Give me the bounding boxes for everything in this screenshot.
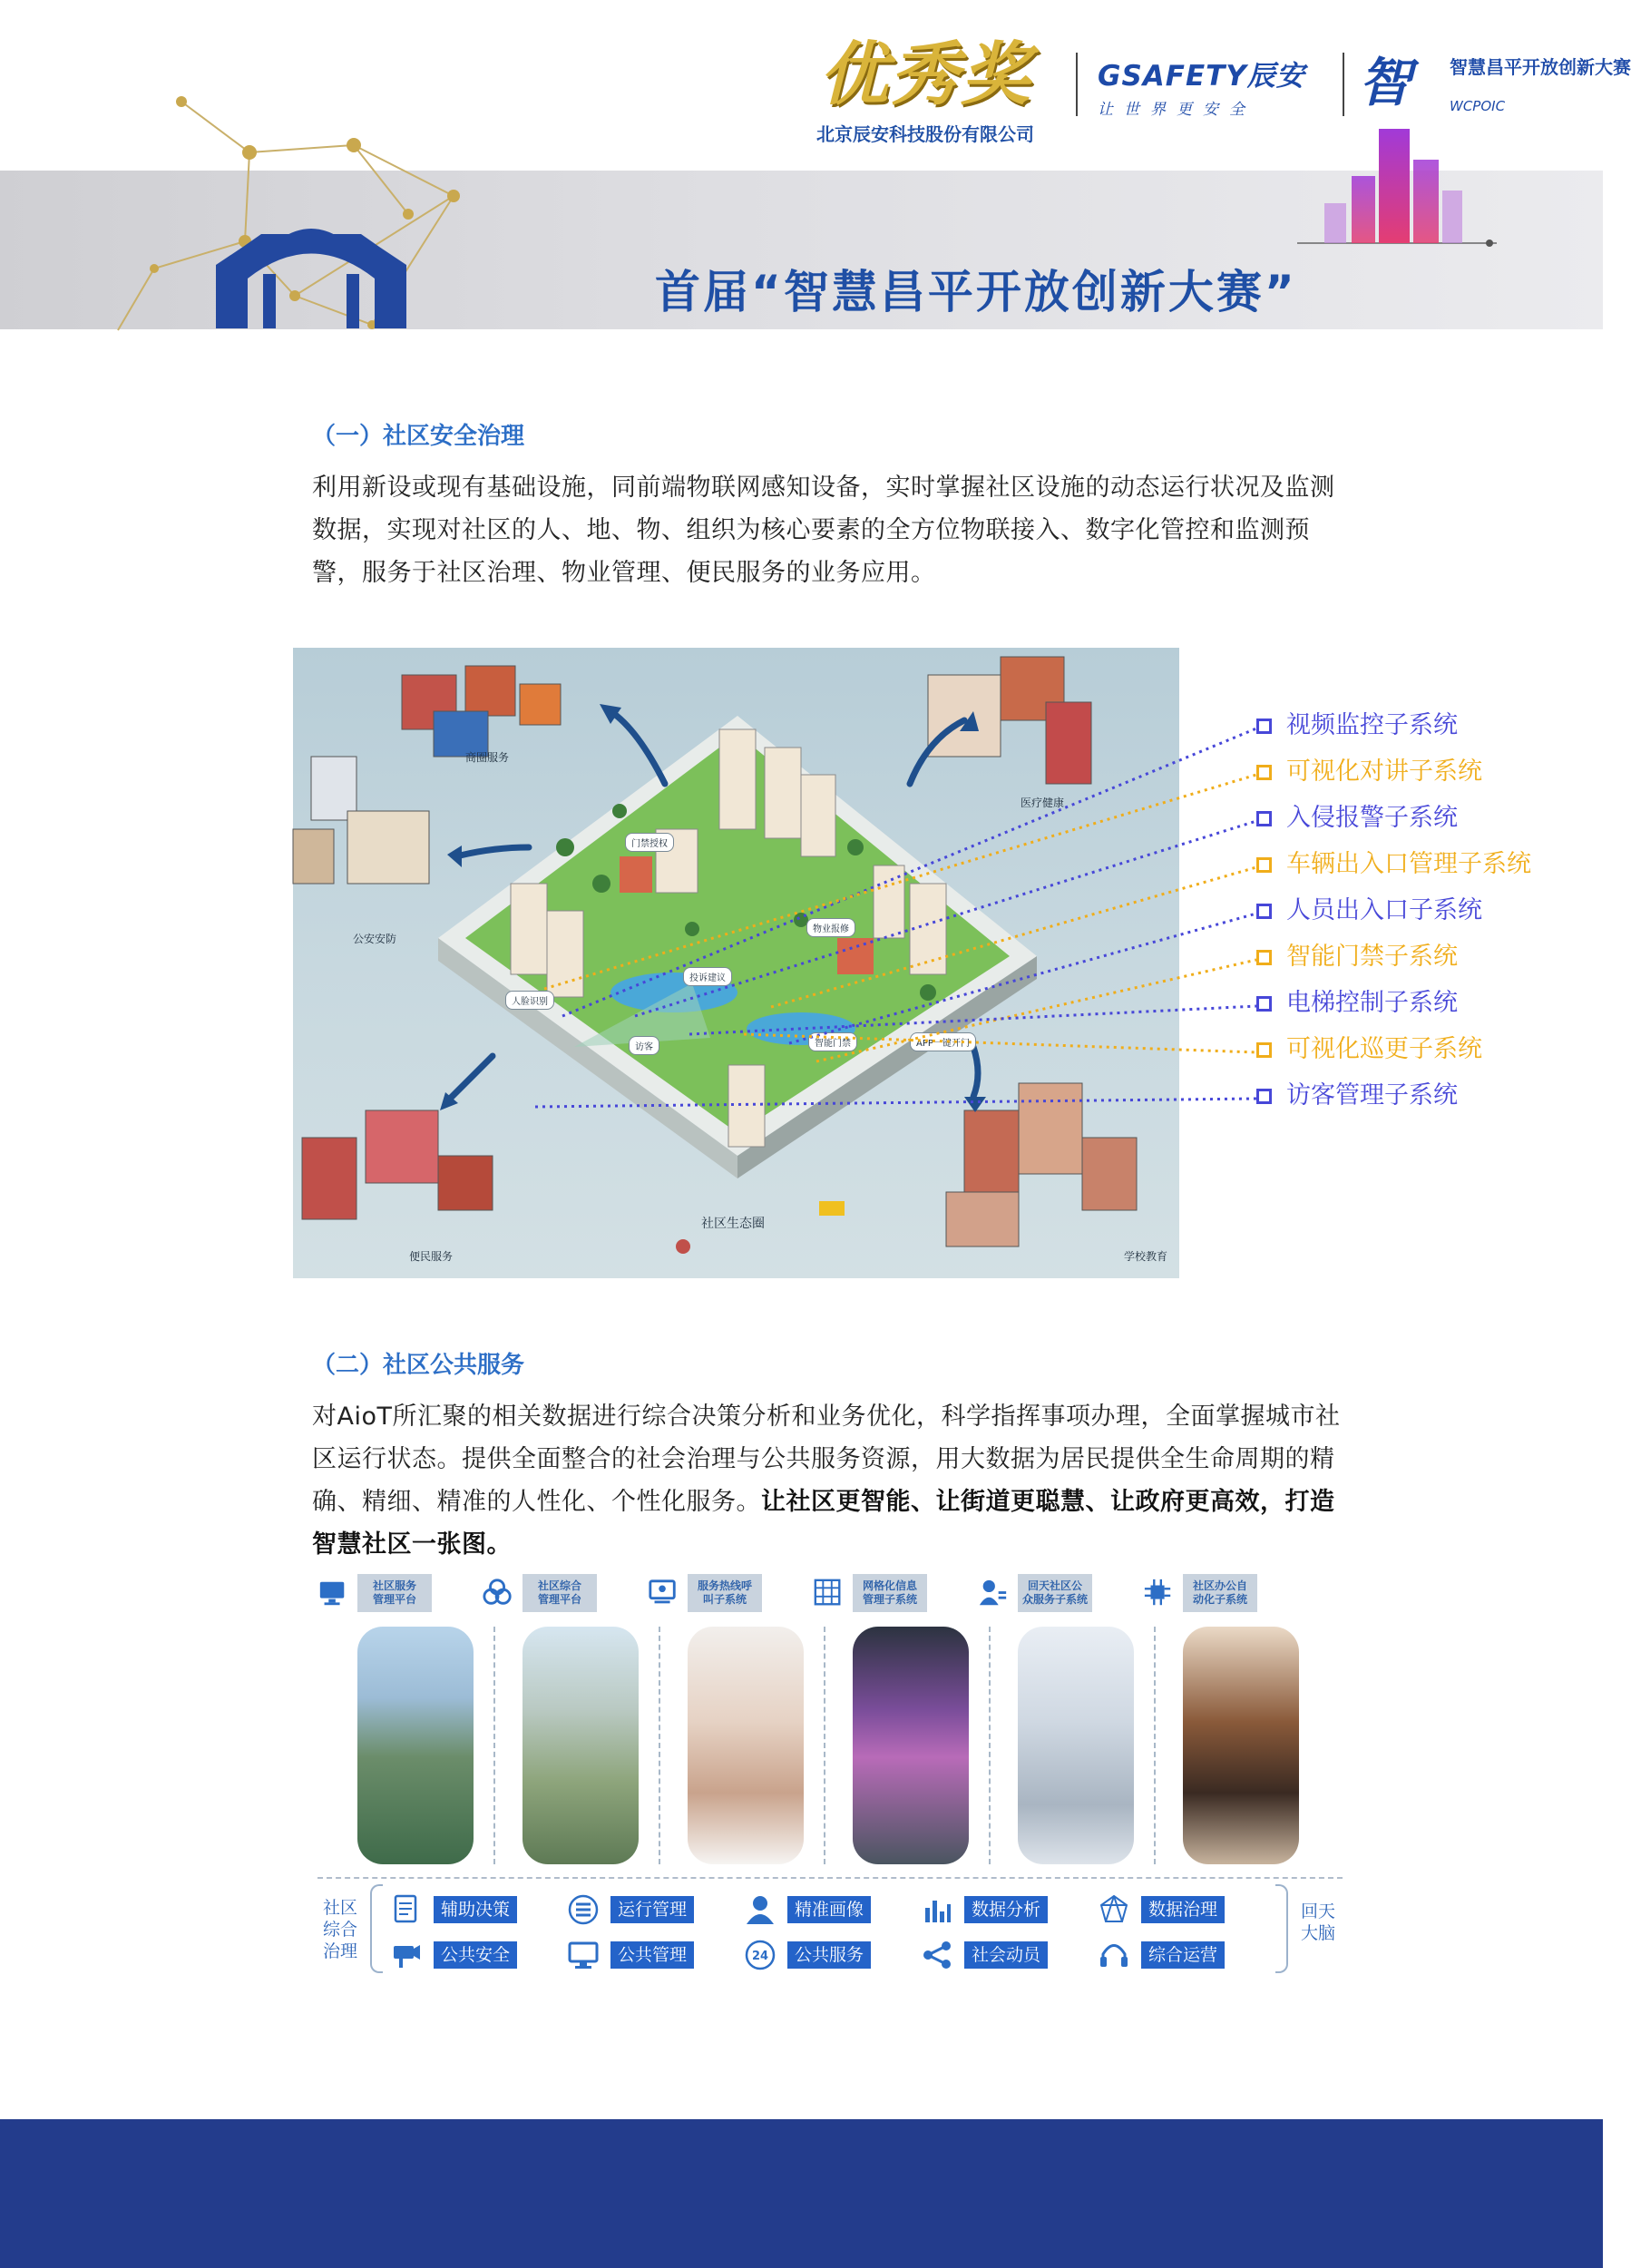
headset-screen-icon bbox=[648, 1578, 679, 1608]
subsystem-label: 车辆出入口管理子系统 bbox=[1286, 850, 1531, 878]
diagram-tag-property: 物业报修 bbox=[806, 918, 855, 937]
capability-item bbox=[744, 1941, 898, 1969]
camera-icon bbox=[390, 1939, 423, 1971]
contest-mark: 智 bbox=[1359, 52, 1412, 113]
subsystem-item bbox=[1256, 985, 1458, 1022]
capability-label: 综合运营 bbox=[1141, 1941, 1225, 1969]
service-title-line: 管理平台 bbox=[537, 1593, 581, 1606]
page-footer bbox=[0, 2119, 1603, 2268]
capability-item bbox=[567, 1941, 721, 1969]
subsystem-item bbox=[1256, 1031, 1482, 1068]
diagram-label-police: 公安安防 bbox=[353, 933, 397, 945]
square-bullet-icon bbox=[1256, 719, 1272, 734]
service-title-line: 社区服务 bbox=[372, 1579, 416, 1592]
diagram-tag-face: 人脸识别 bbox=[505, 991, 554, 1010]
service-column-title bbox=[1018, 1574, 1092, 1612]
subsystem-label: 智能门禁子系统 bbox=[1286, 943, 1458, 971]
subsystem-item bbox=[1256, 846, 1531, 883]
capability-label: 公共管理 bbox=[610, 1941, 694, 1969]
capability-label: 精准画像 bbox=[787, 1896, 871, 1923]
circles-icon bbox=[483, 1578, 513, 1608]
column-divider bbox=[659, 1627, 660, 1864]
service-title-line: 社区综合 bbox=[537, 1579, 581, 1592]
paragraph-emphasis: 让社区更智能、让街道更聪慧、让政府更高效，打造智慧社区一张图。 bbox=[312, 1488, 1335, 1559]
capability-item bbox=[390, 1896, 544, 1923]
section-paragraph-public-service bbox=[312, 1395, 1351, 1566]
people-icon bbox=[978, 1578, 1009, 1608]
subsystem-label: 访客管理子系统 bbox=[1286, 1081, 1458, 1110]
service-photo bbox=[688, 1627, 804, 1864]
subsystem-label: 人员出入口子系统 bbox=[1286, 896, 1482, 924]
capability-item bbox=[1098, 1941, 1252, 1969]
column-divider bbox=[493, 1627, 495, 1864]
desktop-icon bbox=[567, 1939, 600, 1971]
square-bullet-icon bbox=[1256, 904, 1272, 919]
service-column-title bbox=[853, 1574, 927, 1612]
subsystem-item bbox=[1256, 708, 1458, 744]
public-service-panel bbox=[317, 1574, 1343, 1978]
service-photo bbox=[1183, 1627, 1299, 1864]
capability-item bbox=[921, 1941, 1075, 1969]
subsystem-item bbox=[1256, 1078, 1458, 1114]
square-bullet-icon bbox=[1256, 950, 1272, 965]
contest-short-title: 智慧昌平开放创新大赛 bbox=[1450, 56, 1631, 78]
capability-item bbox=[1098, 1896, 1252, 1923]
service-photo bbox=[357, 1627, 474, 1864]
service-title-line: 回天社区公 bbox=[1027, 1579, 1082, 1592]
capability-label: 社会动员 bbox=[964, 1941, 1048, 1969]
capability-item bbox=[390, 1941, 544, 1969]
service-title-line: 叫子系统 bbox=[702, 1593, 747, 1606]
diagram-label-business: 商圈服务 bbox=[465, 751, 510, 764]
right-brace bbox=[1275, 1884, 1288, 1973]
service-photo bbox=[523, 1627, 639, 1864]
diagram-tag-gate: 门禁授权 bbox=[625, 833, 674, 852]
capability-label: 运行管理 bbox=[610, 1896, 694, 1923]
service-title-line: 管理子系统 bbox=[862, 1593, 917, 1606]
capability-item bbox=[567, 1896, 721, 1923]
diagram-label-medical: 医疗健康 bbox=[1021, 797, 1065, 809]
diagram-tag-complaint: 投诉建议 bbox=[683, 967, 732, 986]
chip-icon bbox=[1143, 1578, 1174, 1608]
share-icon bbox=[921, 1939, 953, 1971]
service-title-line: 众服务子系统 bbox=[1021, 1593, 1088, 1606]
service-photo bbox=[853, 1627, 969, 1864]
bar-chart-icon bbox=[921, 1893, 953, 1926]
service-photo bbox=[1018, 1627, 1134, 1864]
left-brace bbox=[370, 1884, 383, 1973]
section-paragraph-community-safety: 利用新设或现有基础设施，同前端物联网感知设备，实时掌握社区设施的动态运行状况及监测数据，实现对社区的人、地、物、组织为核心要素的全方位物联接入、数字化管控和监测预警，服务于社区治理、物业管理、便民服务的业务应用。 bbox=[312, 474, 1335, 587]
capability-label: 数据治理 bbox=[1141, 1896, 1225, 1923]
24h-icon bbox=[744, 1939, 776, 1971]
network-icon bbox=[1098, 1893, 1130, 1926]
monitor-icon bbox=[317, 1578, 348, 1608]
award-title: 优秀奖 bbox=[819, 34, 1031, 114]
column-divider bbox=[989, 1627, 991, 1864]
section-heading-community-safety: （一）社区安全治理 bbox=[312, 423, 525, 450]
subsystem-label: 可视化巡更子系统 bbox=[1286, 1035, 1482, 1063]
contest-short-sub: WCPOIC bbox=[1450, 98, 1506, 114]
square-bullet-icon bbox=[1256, 857, 1272, 873]
diagram-tag-visitor: 访客 bbox=[629, 1036, 659, 1055]
list-icon bbox=[567, 1893, 600, 1926]
gsafety-name: GSAFETY辰安 bbox=[1098, 60, 1305, 93]
service-column-title bbox=[688, 1574, 762, 1612]
subsystem-item bbox=[1256, 939, 1458, 975]
diagram-label-school: 学校教育 bbox=[1124, 1250, 1168, 1263]
capability-item bbox=[921, 1896, 1075, 1923]
diagram-tag-app: APP一键开门 bbox=[910, 1032, 976, 1051]
right-label: 回天大脑 bbox=[1300, 1901, 1335, 1943]
column-divider bbox=[1154, 1627, 1156, 1864]
capability-label: 数据分析 bbox=[964, 1896, 1048, 1923]
service-title-line: 社区办公自 bbox=[1192, 1579, 1247, 1592]
left-label: 社区综合治理 bbox=[322, 1898, 357, 1961]
panel-divider bbox=[317, 1877, 1343, 1879]
svg-text:24: 24 bbox=[751, 1950, 769, 1963]
service-title-line: 网格化信息 bbox=[862, 1579, 917, 1592]
square-bullet-icon bbox=[1256, 1042, 1272, 1058]
subsystem-item bbox=[1256, 800, 1458, 836]
service-column-title bbox=[523, 1574, 597, 1612]
paragraph-text: 对AioT所汇聚的相关数据进行综合决策分析和业务优化，科学指挥事项办理，全面掌握城市社区运行状态。提供全面整合的社会治理与公共服务资源，用大数据为居民提供全生命周期的精确、精细、精准的人性化、个性化服务。 bbox=[312, 1403, 1341, 1516]
section-heading-public-service: （二）社区公共服务 bbox=[312, 1352, 525, 1379]
diagram-label-convenience: 便民服务 bbox=[409, 1250, 454, 1263]
contest-title: 首届“智慧昌平开放创新大赛” bbox=[655, 266, 1297, 318]
square-bullet-icon bbox=[1256, 996, 1272, 1012]
square-bullet-icon bbox=[1256, 765, 1272, 780]
column-divider bbox=[824, 1627, 825, 1864]
grid-icon bbox=[813, 1578, 844, 1608]
subsystem-label: 入侵报警子系统 bbox=[1286, 804, 1458, 832]
person-icon bbox=[744, 1893, 776, 1926]
service-title-line: 动化子系统 bbox=[1192, 1593, 1247, 1606]
capability-label: 公共安全 bbox=[434, 1941, 517, 1969]
subsystem-item bbox=[1256, 754, 1482, 790]
headphones-icon bbox=[1098, 1939, 1130, 1971]
square-bullet-icon bbox=[1256, 1089, 1272, 1104]
capability-item bbox=[744, 1896, 898, 1923]
subsystem-label: 可视化对讲子系统 bbox=[1286, 758, 1482, 786]
award-company: 北京辰安科技股份有限公司 bbox=[816, 123, 1034, 145]
subsystem-item bbox=[1256, 893, 1482, 929]
service-title-line: 管理平台 bbox=[372, 1593, 416, 1606]
capability-label: 公共服务 bbox=[787, 1941, 871, 1969]
subsystem-label: 电梯控制子系统 bbox=[1286, 989, 1458, 1017]
service-column-title bbox=[1183, 1574, 1257, 1612]
service-title-line: 服务热线呼 bbox=[697, 1579, 752, 1592]
diagram-label-ecosystem: 社区生态圈 bbox=[701, 1217, 765, 1231]
square-bullet-icon bbox=[1256, 811, 1272, 826]
subsystem-label: 视频监控子系统 bbox=[1286, 711, 1458, 739]
diagram-tag-smart-lock: 智能门禁 bbox=[808, 1032, 857, 1051]
capability-label: 辅助决策 bbox=[434, 1896, 517, 1923]
document-icon bbox=[390, 1893, 423, 1926]
gsafety-slogan: 让世界更安全 bbox=[1098, 101, 1255, 119]
service-column-title bbox=[357, 1574, 432, 1612]
